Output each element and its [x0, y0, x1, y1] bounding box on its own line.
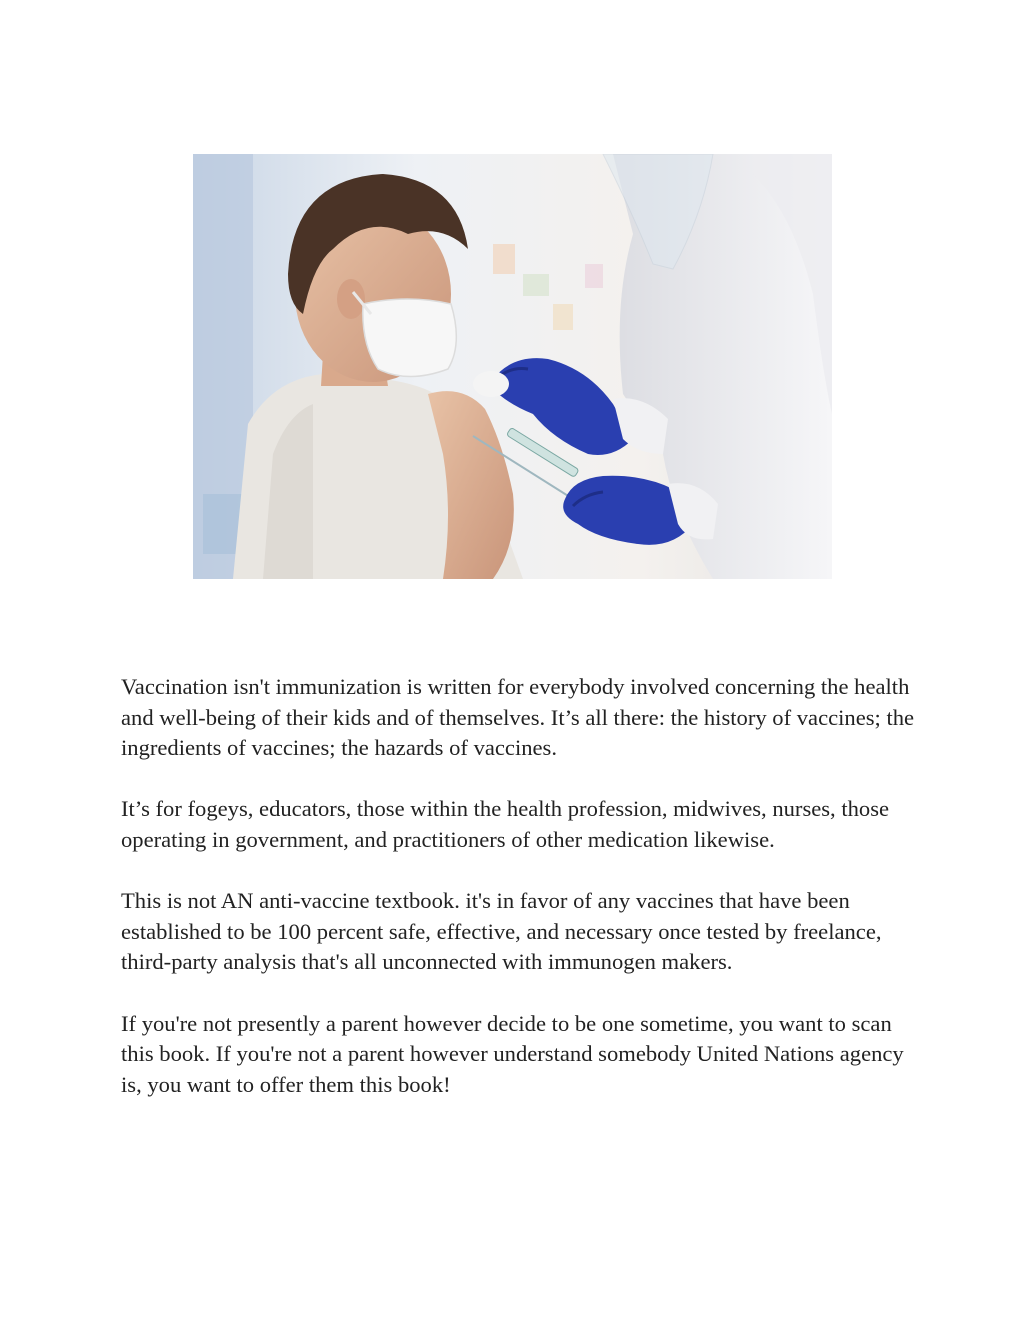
vaccination-illustration — [193, 154, 832, 579]
paragraph-audience: It’s for fogeys, educators, those within the health profession, midwives, nurses, those operating in government, and practitioners of other medication likewise. — [121, 796, 890, 852]
paragraph-intro: Vaccination isn't immunization is written for everybody involved concerning the health and well-being of their kids and of themselves. It’s all there: the history of vaccines; the ingredients of vaccines; the hazards of vaccines. — [121, 674, 915, 761]
vaccination-photo — [193, 154, 832, 579]
paragraph-recommendation: If you're not presently a parent however decide to be one sometime, you want to scan this book. If you're not a parent however understand somebody United Nations agency is, you want to offer them this book! — [121, 1010, 904, 1097]
paragraph-position: This is not AN anti-vaccine textbook. it's in favor of any vaccines that have been established to be 100 percent safe, effective, and necessary once tested by freelance, third-party analysis that's all unconnected with immunogen makers. — [121, 888, 882, 975]
article-body — [121, 672, 921, 1100]
